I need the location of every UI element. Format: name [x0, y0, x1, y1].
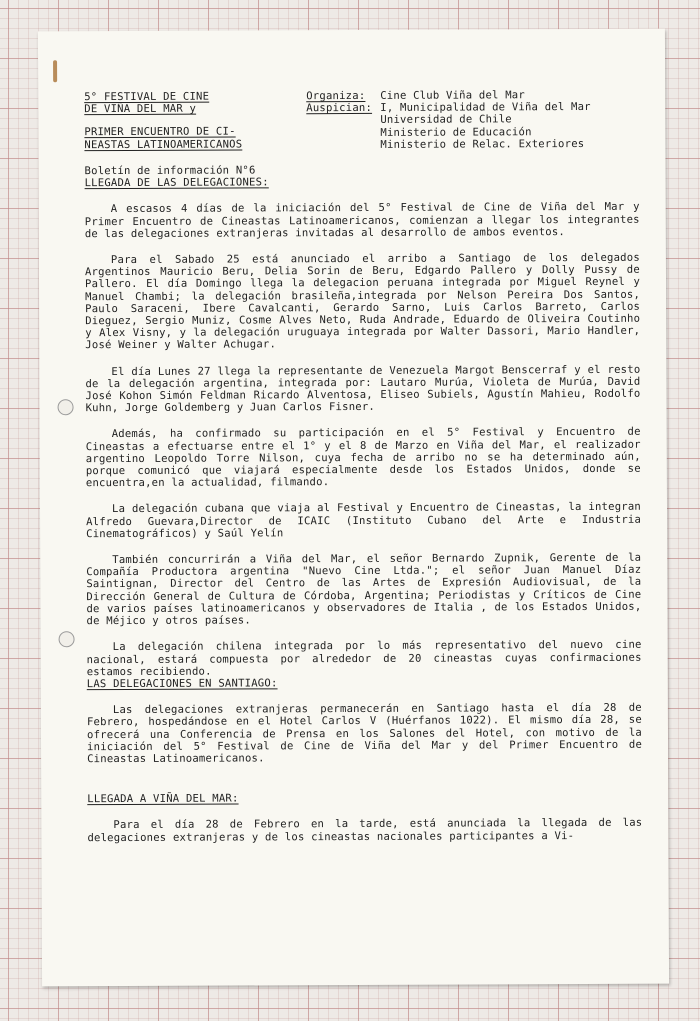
auspician-label: Auspician: — [306, 102, 373, 115]
encuentro-title-line-1: PRIMER ENCUENTRO DE CI- — [84, 125, 236, 139]
paragraph: Para el Sabado 25 está anunciado el arribo a Santiago de los delegados Argentinos Mauricio Beru, Delia Sorin de Beru, Edgardo Pallero y Dolly Pussy de Pallero. El día Domingo llega la delegacion peruana integrada por Miguel Reynel y Manuel Chambi; la delegación brasileña,integrada por Nelson Pereira Dos Santos, Paulo Saraceni, Ibere Cavalcanti, Gerardo Sarno, Luis Carlos Barreto, Carlos Dieguez, Sergio Muniz, Cosme Alves Neto, Ruda Andrade, Eduardo de Oliveira Coutinho y Alex Visny, y la delegación uruguaya integrada por Walter Dassori, Mario Handler, José Weiner y Walter Achugar. — [84, 251, 641, 352]
festival-title-line-1: 5° FESTIVAL DE CINE — [84, 90, 210, 104]
encuentro-title-line-2: NEASTAS LATINOAMERICANOS — [84, 138, 243, 151]
festival-title-line-2: DE VIÑA DEL MAR y — [84, 102, 197, 116]
punch-hole-bottom — [59, 631, 75, 647]
auspician-row-4 — [306, 138, 646, 152]
auspician-value-4: Ministerio de Relac. Exteriores — [380, 137, 585, 151]
paragraph: La delegación chilena integrada por lo más representativo del nuevo cine nacional, estará compuesta por alrededor de 20 cineastas cuyas confirmaciones estamos recibiendo. — [86, 639, 642, 678]
indent — [306, 126, 380, 139]
auspician-value-2: Universidad de Chile — [380, 113, 512, 127]
indent — [306, 139, 380, 152]
section-title-llegada-delegaciones: LLEGADA DE LAS DELEGACIONES: — [84, 176, 269, 190]
section-title-llegada-vina: LLEGADA A VIÑA DEL MAR: — [87, 792, 239, 806]
paragraph: A escasos 4 días de la iniciación del 5° Festival de Cine de Viña del Mar y Primer Encuentro de Cineastas Latinoamericanos, comienzan a llegar los integrantes de las delegaciones extranjeras invitadas al desarrollo de ambos eventos. — [84, 201, 640, 240]
indent — [306, 114, 380, 127]
bulletin-title: Boletín de información N°6 — [84, 164, 256, 178]
paragraph: Para el día 28 de Febrero en la tarde, está anunciada la llegada de las delegaciones extranjeras y de los cineastas nacionales participantes a Vi- — [87, 817, 643, 844]
punch-hole-top — [58, 399, 74, 415]
typed-content — [84, 89, 642, 844]
paragraph: Además, ha confirmado su participación en el 5° Festival y Encuentro de Cineastas a efectuarse entre el 1° y el 8 de Marzo en Viña del Mar, el realizador argentino Leopoldo Torre Nilson, cuya fecha de arribo no se ha determinado aún, porque comunicó que viajará especialmente desde los Estados Unidos, donde se encuentra,en la actualidad, filmando. — [85, 426, 641, 490]
letterhead — [84, 89, 639, 165]
organiza-value: Cine Club Viña del Mar — [380, 89, 525, 102]
paragraph: Las delegaciones extranjeras permanecerán en Santiago hasta el día 28 de Febrero, hospedándose en el Hotel Carlos V (Huérfanos 1022). El mismo día 28, se ofrecerá una Conferencia de Prensa en los Salones del Hotel, con motivo de la iniciación del 5° Festival de Cine de Viña del Mar y del Primer Encuentro de Cineastas Latinoamericanos. — [86, 701, 643, 766]
auspician-value-3: Ministerio de Educación — [380, 125, 532, 139]
document-sheet — [38, 29, 669, 987]
spacer — [84, 115, 284, 127]
section-title-delegaciones-santiago: LAS DELEGACIONES EN SANTIAGO: — [86, 677, 278, 691]
pin-mark — [53, 60, 57, 82]
organizers-block — [306, 89, 646, 151]
paragraph: La delegación cubana que viaja al Festival y Encuentro de Cineastas, la integran Alfredo Guevara,Director de ICAIC (Instituto Cubano del Arte e Industria Cinematográficos) y Saúl Yelín — [86, 501, 642, 541]
paragraph: También concurrirán a Viña del Mar, el señor Bernardo Zupnik, Gerente de la Compañía Productora argentina "Nuevo Cine Ltda."; el señor Juan Manuel Díaz Saintignan, Director del Centro de las Artes de Expresión Audiovisual, de la Dirección General de Cultura de Córdoba, Argentina; Periodistas y Críticos de Cine de varios países latinoamericanos y observadores de Italia , de los Estados Unidos, de Méjico y otros países. — [86, 551, 642, 628]
festival-title-block — [84, 90, 284, 151]
organiza-label: Organiza: — [306, 89, 366, 103]
paragraph: El día Lunes 27 llega la representante de Venezuela Margot Benscerraf y el resto de la delegación argentina, integrada por: Lautaro Murúa, Violeta de Murúa, David José Kohon Simón Feldman Ricardo Alventosa, Eliseo Subiels, Agustín Mahieu, Rodolfo Kuhn, Jorge Goldemberg y Juan Carlos Fisner. — [85, 363, 641, 415]
auspician-value-1: I, Municipalidad de Viña del Mar — [380, 101, 591, 115]
